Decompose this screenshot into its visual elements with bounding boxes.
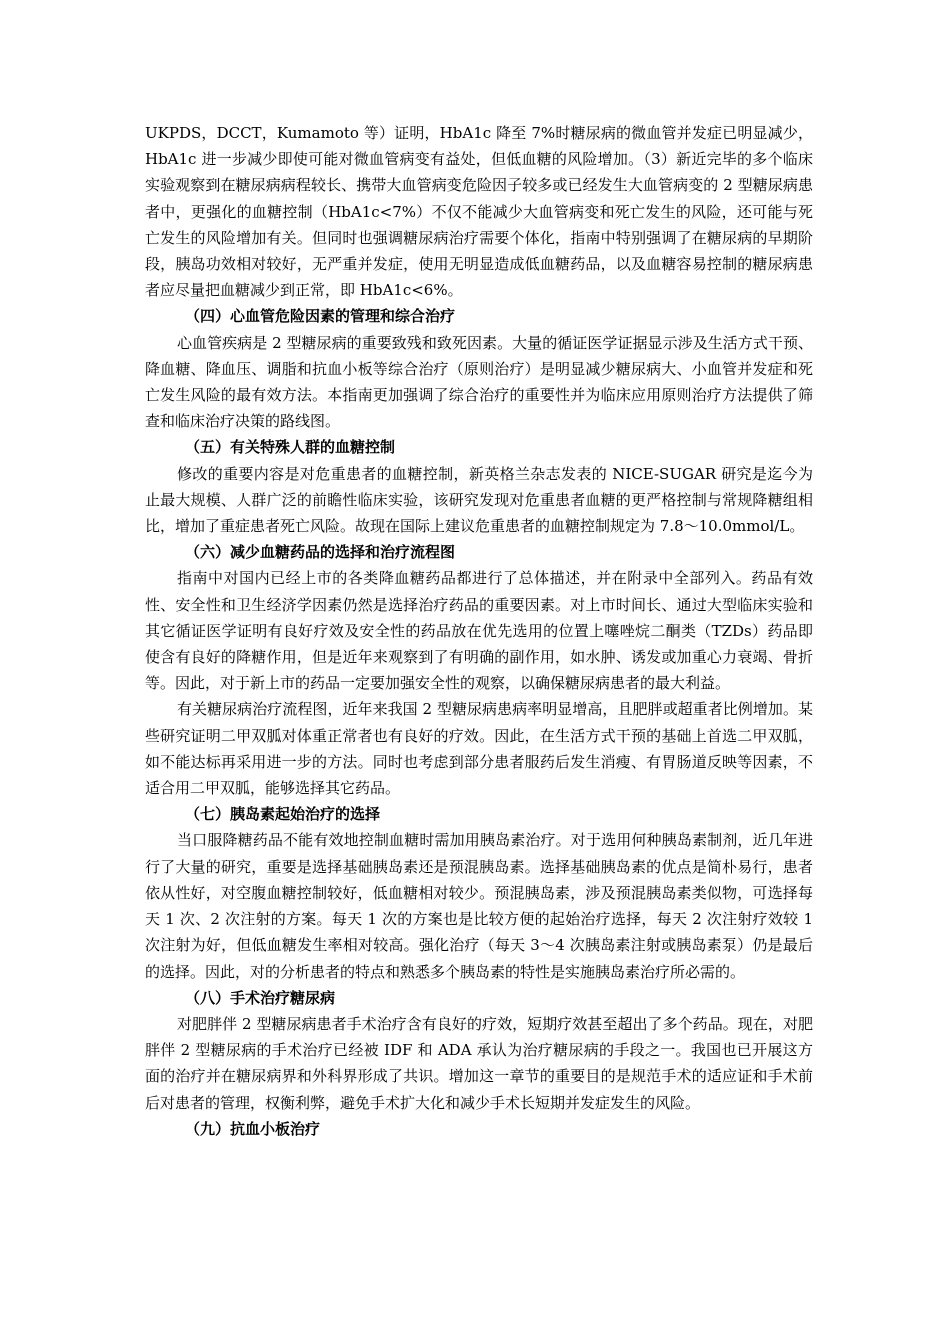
paragraph-hba1c-evidence: UKPDS，DCCT，Kumamoto 等）证明，HbA1c 降至 7%时糖尿病的微血管并发症已明显减少，HbA1c 进一步减少即使可能对微血管病变有益处，但低血糖的风险增加。（3）新近完毕的多个临床实验观察到在糖尿病病程较长、携带大血管病变危险因子较多或已经发生大血管病变的 2 型糖尿病患者中，更强化的血糖控制（HbA1c<7%）不仅不能减少大血管病变和死亡发生的风险，还可能与死亡发生的风险增加有关。但同时也强调糖尿病治疗需要个体化，指南中特别强调了在糖尿病的早期阶段，胰岛功效相对较好，无严重并发症，使用无明显造成低血糖药品，以及血糖容易控制的糖尿病患者应尽量把血糖减少到正常，即 HbA1c<6%。 xyxy=(145,124,813,300)
paragraph-surgical-treatment: 对肥胖伴 2 型糖尿病患者手术治疗含有良好的疗效，短期疗效甚至超出了多个药品。现在，对肥胖伴 2 型糖尿病的手术治疗已经被 IDF 和 ADA 承认为治疗糖尿病的手段之一。我国也已开展这方面的治疗并在糖尿病界和外科界形成了共识。增加这一章节的重要目的是规范手术的适应证和手术前后对患者的管理，权衡利弊，避免手术扩大化和减少手术长短期并发症发生的风险。 xyxy=(145,1014,813,1112)
heading-cardiovascular-risk: （四）心血管危险因素的管理和综合治疗 xyxy=(185,307,456,326)
paragraph-special-populations: 修改的重要内容是对危重患者的血糖控制，新英格兰杂志发表的 NICE-SUGAR 研究是迄今为止最大规模、人群广泛的前瞻性临床实验，该研究发现对危重患者血糖的更严格控制与常规降糖组相比，增加了重症患者死亡风险。故现在国际上建议危重患者的血糖控制规定为 7.8～10.0mmol/L。 xyxy=(145,464,813,536)
heading-drug-selection: （六）减少血糖药品的选择和治疗流程图 xyxy=(185,543,456,562)
heading-antiplatelet-therapy: （九）抗血小板治疗 xyxy=(185,1119,321,1138)
document-page xyxy=(145,120,813,1142)
paragraph-treatment-flowchart: 有关糖尿病治疗流程图，近年来我国 2 型糖尿病患病率明显增高，且肥胖或超重者比例增加。某些研究证明二甲双胍对体重正常者也有良好的疗效。因此，在生活方式干预的基础上首选二甲双胍，如不能达标再采用进一步的方法。同时也考虑到部分患者服药后发生消瘦、有胃肠道反映等因素，不适合用二甲双胍，能够选择其它药品。 xyxy=(145,700,813,798)
heading-insulin-initiation: （七）胰岛素起始治疗的选择 xyxy=(185,805,381,824)
paragraph-cardiovascular-risk: 心血管疾病是 2 型糖尿病的重要致残和致死因素。大量的循证医学证据显示涉及生活方式干预、降血糖、降血压、调脂和抗血小板等综合治疗（原则治疗）是明显减少糖尿病大、小血管并发症和死亡发生风险的最有效方法。本指南更加强调了综合治疗的重要性并为临床应用原则治疗方法提供了筛查和临床治疗决策的路线图。 xyxy=(145,333,813,431)
heading-special-populations: （五）有关特殊人群的血糖控制 xyxy=(185,438,396,457)
paragraph-insulin-initiation: 当口服降糖药品不能有效地控制血糖时需加用胰岛素治疗。对于选用何种胰岛素制剂，近几年进行了大量的研究，重要是选择基础胰岛素还是预混胰岛素。选择基础胰岛素的优点是简朴易行，患者依从性好，对空腹血糖控制较好，低血糖相对较少。预混胰岛素，涉及预混胰岛素类似物，可选择每天 1 次、2 次注射的方案。每天 1 次的方案也是比较方便的起始治疗选择，每天 2 次注射疗效较 1 次注射为好，但低血糖发生率相对较高。强化治疗（每天 3～4 次胰岛素注射或胰岛素泵）仍是最后的选择。因此，对的分析患者的特点和熟悉多个胰岛素的特性是实施胰岛素治疗所必需的。 xyxy=(145,831,813,981)
heading-surgical-treatment: （八）手术治疗糖尿病 xyxy=(185,988,336,1007)
paragraph-drug-selection: 指南中对国内已经上市的各类降血糖药品都进行了总体描述，并在附录中全部列入。药品有效性、安全性和卫生经济学因素仍然是选择治疗药品的重要因素。对上市时间长、通过大型临床实验和其它循证医学证明有良好疗效及安全性的药品放在优先选用的位置上噻唑烷二酮类（TZDs）药品即使含有良好的降糖作用，但是近年来观察到了有明确的副作用，如水肿、诱发或加重心力衰竭、骨折等。因此，对于新上市的药品一定要加强安全性的观察，以确保糖尿病患者的最大利益。 xyxy=(145,569,813,693)
